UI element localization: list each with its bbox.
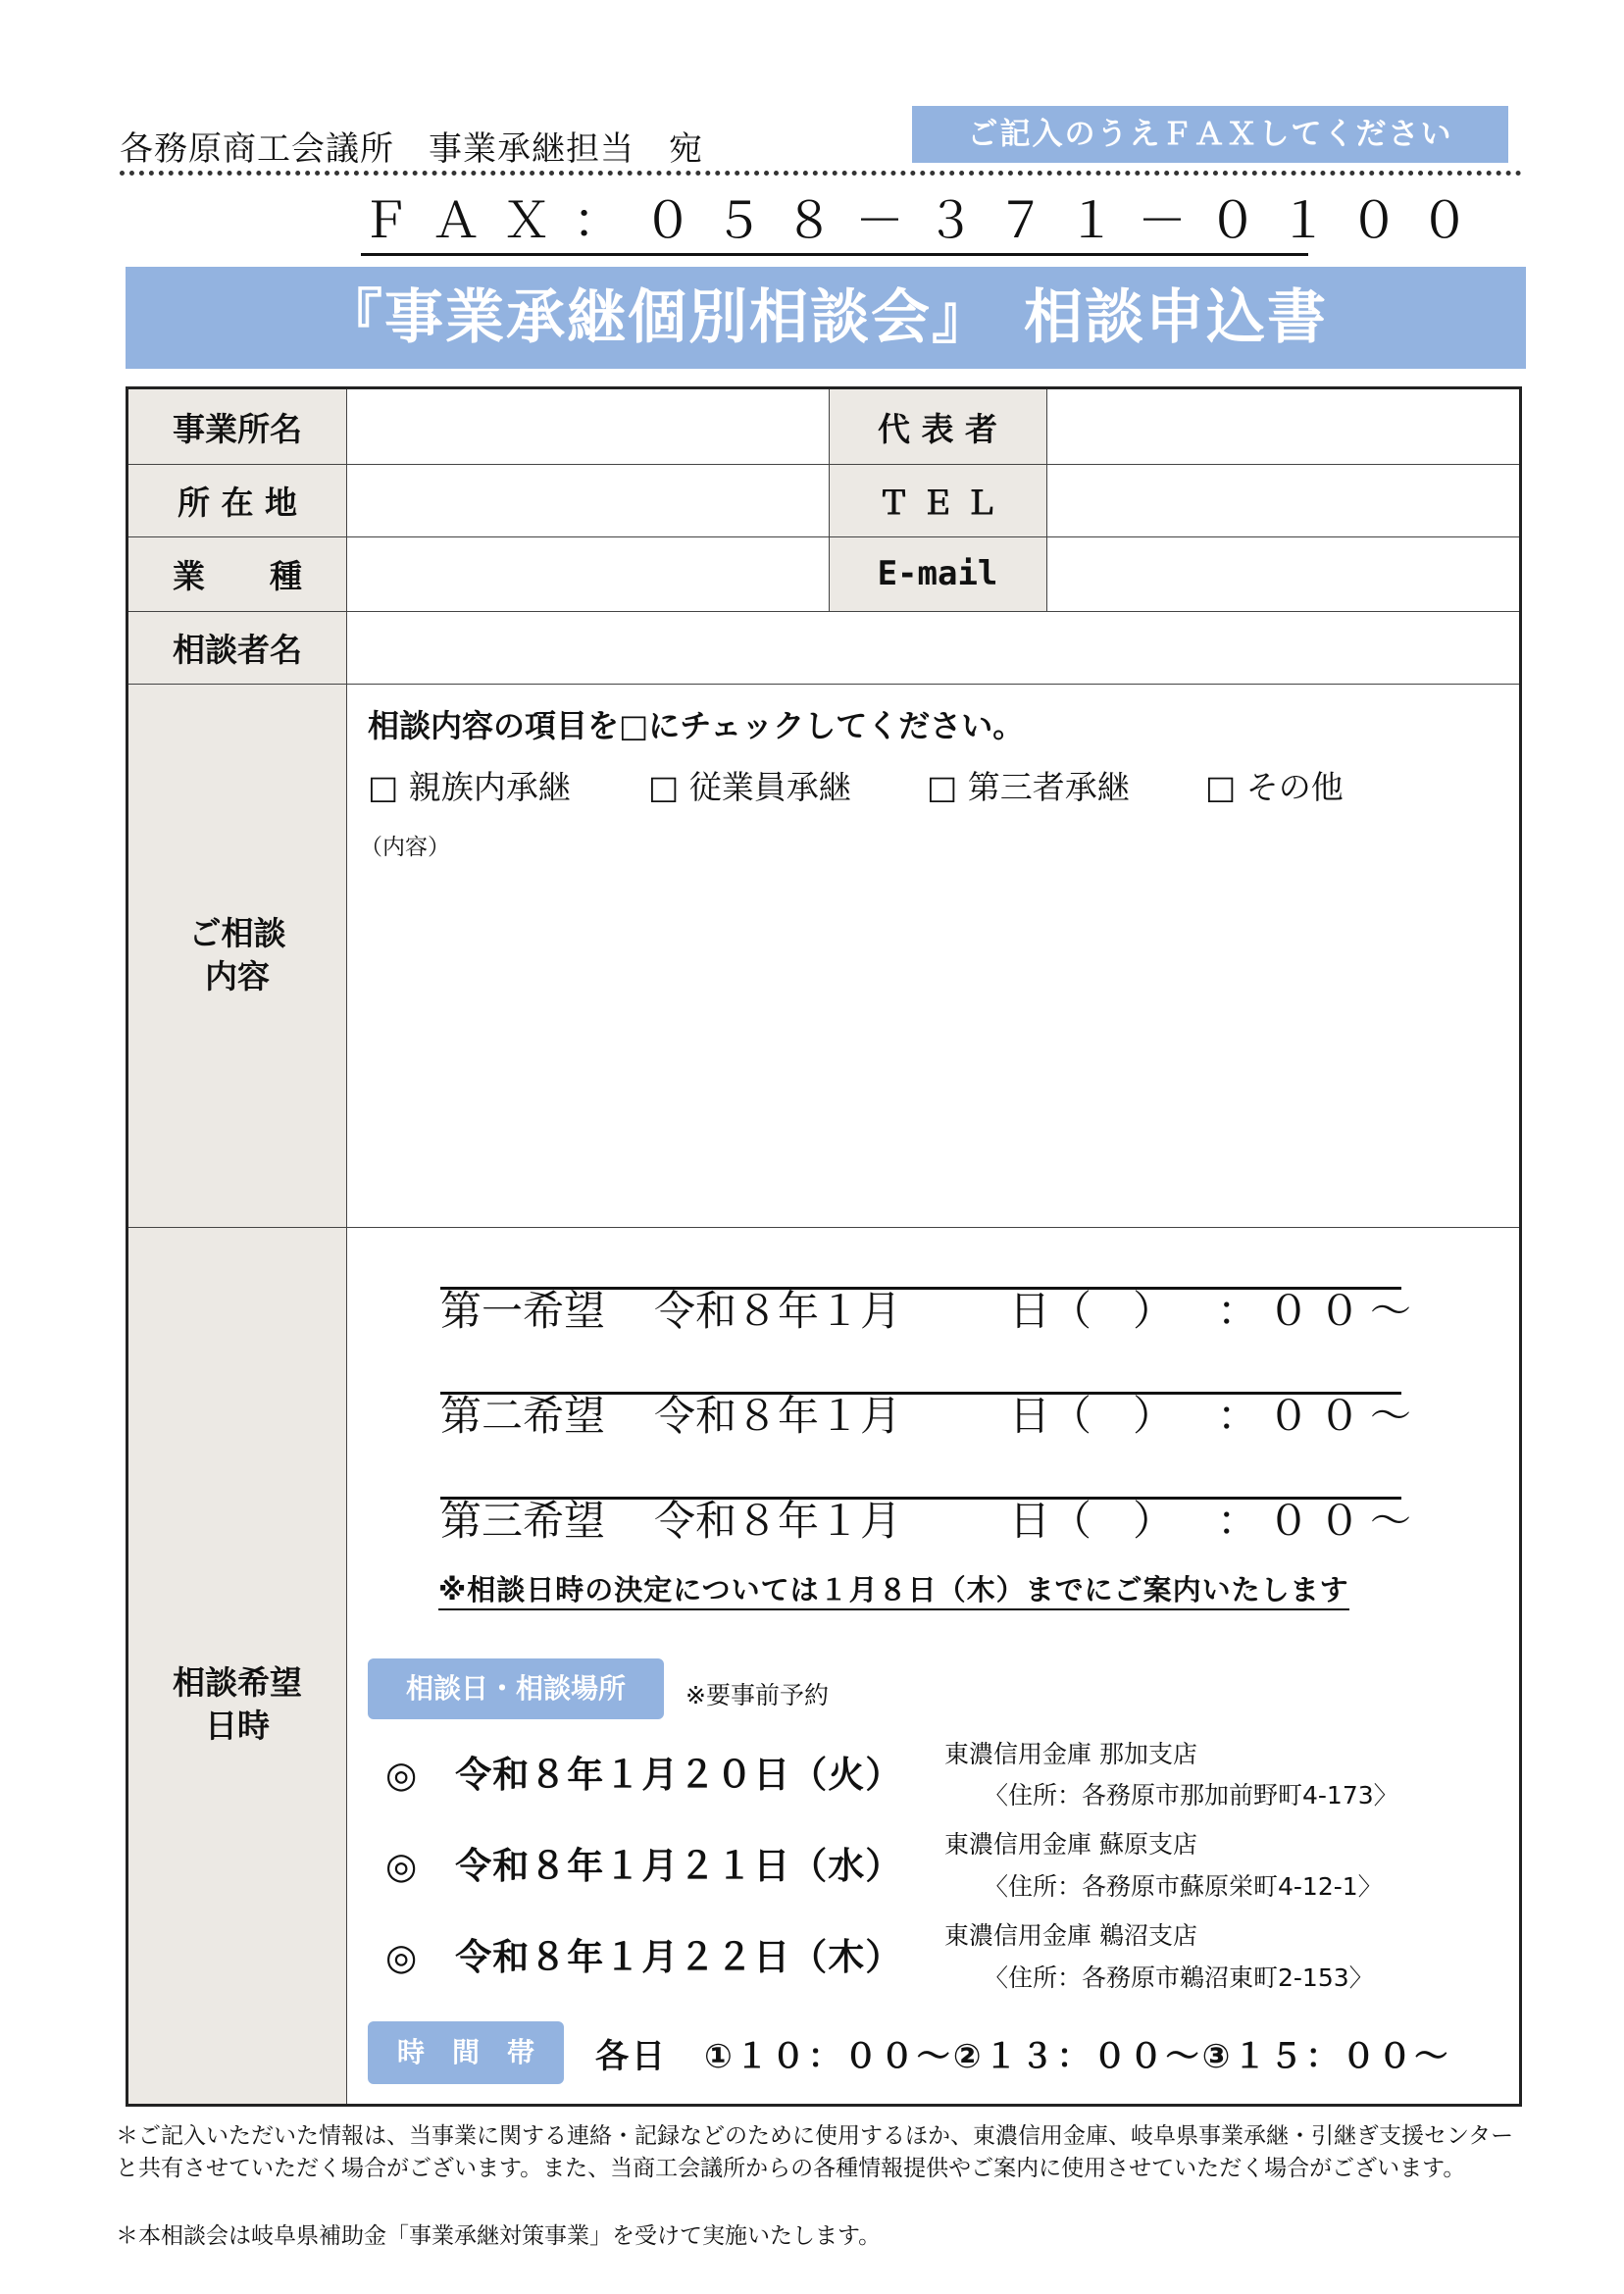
time-pill: 時 間 帯 — [368, 2021, 564, 2084]
decision-note: ※相談日時の決定については１月８日（木）までにご案内いたします — [438, 1568, 1349, 1610]
dotted-divider — [120, 171, 1522, 176]
wish-label: 第二希望 — [440, 1392, 606, 1440]
email-field[interactable] — [1046, 536, 1519, 611]
consultation-instruction: 相談内容の項目を□にチェックしてください。 — [368, 707, 1025, 744]
reservation-note: ※要事前予約 — [685, 1681, 829, 1709]
consultation-content-field[interactable] — [364, 870, 1501, 1213]
consultant-name-field[interactable] — [346, 611, 1519, 684]
checkbox-icon[interactable]: □ — [1205, 768, 1237, 806]
application-form — [126, 386, 1522, 2107]
branch-address: 〈住所：各務原市那加前野町4-173〉 — [984, 1781, 1398, 1810]
double-circle-icon: ◎ — [385, 1845, 419, 1887]
checkbox-icon[interactable]: □ — [368, 768, 399, 806]
wish-day: 日（ ） — [1009, 1287, 1175, 1335]
checkbox-icon[interactable]: □ — [648, 768, 680, 806]
wish-time: ：００～ — [1217, 1287, 1422, 1335]
first-wish-line[interactable] — [440, 1287, 1422, 1335]
double-circle-icon: ◎ — [385, 1754, 419, 1796]
label-consultation — [128, 684, 346, 1227]
wish-era-month: 令和８年１月 — [654, 1497, 902, 1545]
option-employee-succession[interactable]: □ 従業員承継 — [648, 768, 851, 806]
label-schedule — [128, 1227, 346, 2104]
fax-number: ＦＡＸ：０５８－３７１－０１００ — [361, 192, 1308, 256]
grid-line — [128, 464, 1519, 465]
form-title: 『事業承継個別相談会』 相談申込書 — [126, 267, 1526, 369]
label-schedule-line1: 相談希望 — [173, 1663, 302, 1702]
grid-line — [128, 611, 1519, 612]
label-representative: 代 表 者 — [829, 389, 1046, 464]
fax-instruction-badge: ご記入のうえＦＡＸしてください — [912, 106, 1508, 163]
business-name-field[interactable] — [346, 389, 829, 464]
branch-address: 〈住所：各務原市鵜沼東町2-153〉 — [984, 1963, 1374, 1992]
representative-field[interactable] — [1046, 389, 1519, 464]
label-industry: 業 種 — [128, 536, 346, 611]
tel-field[interactable] — [1046, 464, 1519, 536]
option-family-succession[interactable]: □ 親族内承継 — [368, 768, 571, 806]
note-privacy: ＊ご記入いただいた情報は、当事業に関する連絡・記録などのために使用するほか、東濃信用金庫、岐阜県事業承継・引継ぎ支援センターと共有させていただく場合がございます。また、当商工会議所からの各種情報提供やご案内に使用させていただく場合がございます。 — [116, 2123, 1514, 2181]
option-other[interactable]: □ その他 — [1205, 768, 1344, 806]
venue-pill: 相談日・相談場所 — [368, 1658, 664, 1719]
label-email: E-mail — [829, 536, 1046, 611]
label-schedule-line2: 日時 — [205, 1707, 270, 1745]
third-wish-line[interactable] — [440, 1497, 1422, 1545]
double-circle-icon: ◎ — [385, 1936, 419, 1978]
label-consultant-name: 相談者名 — [128, 611, 346, 684]
time-slots: 各日 ①１０：００～②１３：００～③１５：００～ — [595, 2037, 1451, 2076]
checkbox-icon[interactable]: □ — [927, 768, 958, 806]
label-business-name: 事業所名 — [128, 389, 346, 464]
label-consultation-line2: 内容 — [205, 957, 270, 995]
branch-name: 東濃信用金庫 鵜沼支店 — [944, 1921, 1197, 1950]
wish-time: ：００～ — [1217, 1392, 1422, 1440]
date-row-1: ◎ 令和８年１月２０日（火） — [385, 1754, 903, 1796]
wish-era-month: 令和８年１月 — [654, 1287, 902, 1335]
note-subsidy: ＊本相談会は岐阜県補助金「事業承継対策事業」を受けて実施いたします。 — [116, 2223, 882, 2249]
grid-line — [1046, 389, 1047, 611]
label-consultation-line1: ご相談 — [188, 914, 286, 952]
wish-day: 日（ ） — [1009, 1392, 1175, 1440]
second-wish-line[interactable] — [440, 1392, 1422, 1440]
grid-line — [128, 1227, 1519, 1228]
date-row-3: ◎ 令和８年１月２２日（木） — [385, 1936, 903, 1978]
wish-time: ：００～ — [1217, 1497, 1422, 1545]
wish-day: 日（ ） — [1009, 1497, 1175, 1545]
grid-line — [128, 684, 1519, 685]
content-label: （内容） — [360, 835, 450, 860]
address-field[interactable] — [346, 464, 829, 536]
wish-label: 第一希望 — [440, 1287, 606, 1335]
branch-name: 東濃信用金庫 那加支店 — [944, 1740, 1197, 1768]
branch-name: 東濃信用金庫 蘇原支店 — [944, 1830, 1197, 1859]
label-tel: Ｔ Ｅ Ｌ — [829, 464, 1046, 536]
grid-line — [128, 536, 1519, 537]
branch-address: 〈住所：各務原市蘇原栄町4-12-1〉 — [984, 1872, 1383, 1901]
grid-line — [829, 389, 830, 611]
grid-line — [346, 389, 347, 2104]
date-row-2: ◎ 令和８年１月２１日（水） — [385, 1845, 903, 1887]
label-address: 所 在 地 — [128, 464, 346, 536]
option-third-party-succession[interactable]: □ 第三者承継 — [927, 768, 1130, 806]
industry-field[interactable] — [346, 536, 829, 611]
wish-era-month: 令和８年１月 — [654, 1392, 902, 1440]
recipient-line: 各務原商工会議所 事業承継担当 宛 — [120, 129, 703, 169]
wish-label: 第三希望 — [440, 1497, 606, 1545]
